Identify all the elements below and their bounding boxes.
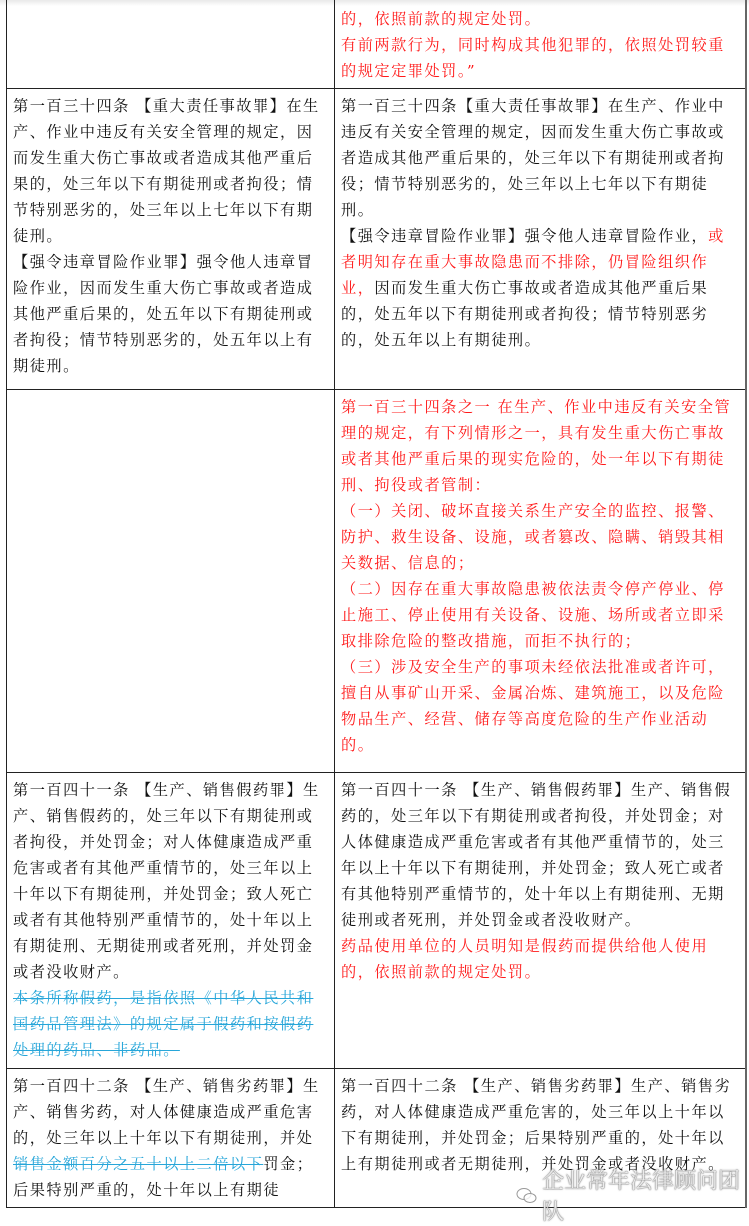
article-paragraph xyxy=(13,1073,330,1203)
article-paragraph: 第一百四十一条 【生产、销售假药罪】生产、销售假药的，处三年以下有期徒刑或者拘役，并处罚金；对人体健康造成严重危害或者有其他严重情节的，处三年以上十年以下有期徒刑，并处罚金；致人死亡或者有其他特别严重情节的，处十年以上有期徒刑、无期徒刑或者死刑，并处罚金或者没收财产。 xyxy=(13,781,320,981)
deleted-paragraph: 本条所称假药，是指依照《中华人民共和国药品管理法》的规定属于假药和按假药处理的药品、非药品。 xyxy=(13,989,314,1059)
amended-cell xyxy=(335,773,747,1069)
table-row xyxy=(7,89,747,390)
added-paragraph: （一）关闭、破坏直接关系生产安全的监控、报警、防护、救生设备、设施，或者篡改、隐瞒、销毁其相关数据、信息的； xyxy=(341,502,725,572)
added-paragraph: 药品使用单位的人员明知是假药而提供给他人使用的，依照前款的规定处罚。 xyxy=(341,937,709,981)
text-span: 第一百四十二条 【生产、销售劣药罪】生产、销售劣药，对人体健康造成严重危害的，处三年以上十年以下有期徒刑，并处 xyxy=(13,1077,320,1147)
added-paragraph: 的，依照前款的规定处罚。 xyxy=(341,10,542,28)
amended-cell xyxy=(335,390,747,773)
original-cell xyxy=(7,390,335,773)
amended-cell xyxy=(335,1069,747,1208)
original-cell xyxy=(7,1069,335,1208)
article-paragraph xyxy=(341,223,741,353)
article-paragraph: 【强令违章冒险作业罪】强令他人违章冒险作业，因而发生重大伤亡事故或者造成其他严重后果的，处五年以下有期徒刑或者拘役；情节特别恶劣的，处五年以上有期徒刑。 xyxy=(13,253,314,375)
original-cell xyxy=(7,89,335,390)
text-span: 因而发生重大伤亡事故或者造成其他严重后果的，处五年以下有期徒刑或者拘役；情节特别恶劣的，处五年以上有期徒刑。 xyxy=(341,279,709,349)
deleted-text: 销售金额百分之五十以上二倍以下 xyxy=(13,1155,264,1173)
article-paragraph: 第一百四十二条 【生产、销售劣药罪】生产、销售劣药，对人体健康造成严重危害的，处三年以上十年以下有期徒刑，并处罚金；后果特别严重的，处十年以上有期徒刑或者无期徒刑，并处罚金或者没收财产。 xyxy=(341,1077,732,1173)
article-paragraph: 第一百四十一条 【生产、销售假药罪】生产、销售假药的，处三年以下有期徒刑或者拘役，并处罚金；对人体健康造成严重危害或者有其他严重情节的，处三年以上十年以下有期徒刑，并处罚金；致人死亡或者有其他特别严重情节的，处十年以上有期徒刑、无期徒刑或者死刑，并处罚金或者没收财产。 xyxy=(341,781,732,929)
added-paragraph: （三）涉及安全生产的事项未经依法批准或者许可，擅自从事矿山开采、金属冶炼、建筑施工，以及危险物品生产、经营、储存等高度危险的生产作业活动的。 xyxy=(341,658,725,754)
added-text: 或者明知存在重大事故隐患而不排除，仍冒险组织作业， xyxy=(341,227,725,297)
original-cell xyxy=(7,0,335,89)
article-paragraph: 第一百三十四条 【重大责任事故罪】在生产、作业中违反有关安全管理的规定，因而发生重大伤亡事故或者造成其他严重后果的，处三年以下有期徒刑或者拘役；情节特别恶劣的，处三年以上七年以下有期徒刑。 xyxy=(13,97,320,245)
added-paragraph: 第一百三十四条之一 在生产、作业中违反有关安全管理的规定，有下列情形之一，具有发生重大伤亡事故或者其他严重后果的现实危险的，处一年以下有期徒刑、拘役或者管制： xyxy=(341,398,732,494)
amended-cell xyxy=(335,89,747,390)
table-row xyxy=(7,0,747,89)
watermark-text: 企业常年法律顾问团队 xyxy=(542,1169,741,1225)
added-paragraph: 有前两款行为，同时构成其他犯罪的，依照处罚较重的规定定罪处罚。” xyxy=(341,36,725,80)
law-comparison-table xyxy=(6,0,747,1208)
text-span: 罚金；后果特别严重的，处十年以上有期徒 xyxy=(13,1155,314,1199)
added-paragraph: （二）因存在重大事故隐患被依法责令停产停业、停止施工、停止使用有关设备、设施、场所或者立即采取排除危险的整改措施，而拒不执行的； xyxy=(341,580,725,650)
table-row xyxy=(7,773,747,1069)
original-cell xyxy=(7,773,335,1069)
text-span: 【强令违章冒险作业罪】强令他人违章冒险作业， xyxy=(341,227,709,245)
article-paragraph: 第一百三十四条【重大责任事故罪】在生产、作业中违反有关安全管理的规定，因而发生重大伤亡事故或者造成其他严重后果的，处三年以下有期徒刑或者拘役；情节特别恶劣的，处三年以上七年以下有期徒刑。 xyxy=(341,97,725,219)
amended-cell xyxy=(335,0,747,89)
table-row xyxy=(7,390,747,773)
table-row xyxy=(7,1069,747,1208)
